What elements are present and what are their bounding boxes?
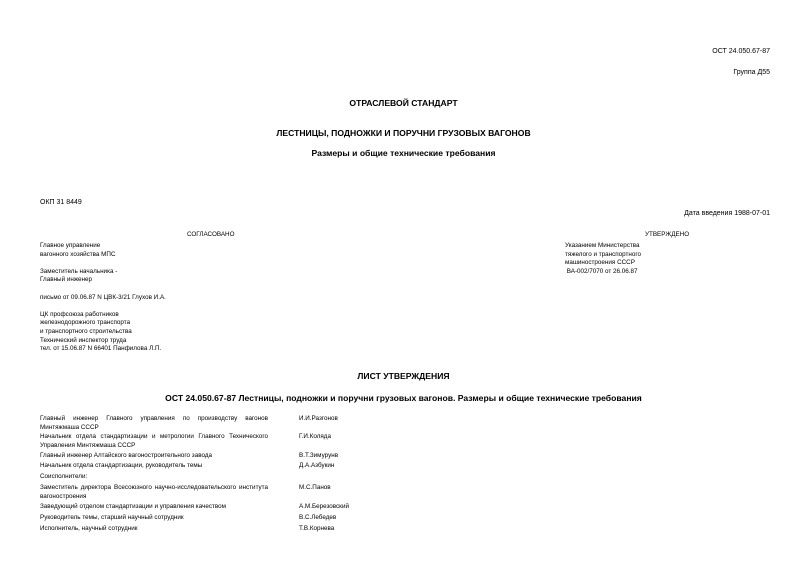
approval-sheet-heading: ЛИСТ УТВЕРЖДЕНИЯ [357,371,450,381]
effective-date: Дата введения 1988-07-01 [684,210,770,217]
approval-name: В.С.Лебедев [299,514,337,521]
approval-role: Начальник отдела стандартизации и метрологии Главного Технического Управления Минтяжмаша СССР [40,433,268,449]
agreed-line: Заместитель начальника - [40,267,118,275]
approved-line: ВА-002/7070 от 26.06.87 [565,267,638,275]
spacer [40,302,166,311]
approval-role: Руководитель темы, старший научный сотрудник [40,514,184,521]
approval-name: А.М.Березовский [299,503,349,510]
agreed-line: Главный инженер [40,276,93,284]
approved-line: Указанием Министерства [565,242,640,249]
group-code: Группа Д55 [733,69,770,76]
approved-block [565,242,641,276]
approved-heading: УТВЕРЖДЕНО [645,231,690,238]
agreed-line: тел. от 15.06.87 N 66401 Панфилова Л.П. [40,345,162,353]
approved-line: тяжелого и транспортного [565,250,642,258]
okp-code: ОКП 31 8449 [40,199,82,206]
approved-line: машиностроения СССР [565,259,635,267]
approval-name: Г.И.Коляда [299,433,331,440]
document-code: ОСТ 24.050.67-87 [712,48,770,55]
approval-role: Главный инженер Главного управления по производству вагонов Минтяжмаша СССР [40,415,268,431]
approval-role: Главный инженер Алтайского вагоностроительного завода [40,452,213,459]
approval-name: В.Т.Зимурунв [299,452,339,459]
agreed-block [40,242,166,354]
approval-role: Начальник отдела стандартизации, руководитель темы [40,462,203,469]
agreed-heading: СОГЛАСОВАНО [187,231,235,238]
approval-role: Заместитель директора Всесоюзного научно-исследовательского института вагоностроения [40,484,268,500]
approval-name: И.И.Разгонов [299,415,338,422]
approval-role: Заведующий отделом стандартизации и управления качеством [40,503,226,510]
agreed-line: ЦК профсоюза работников [40,310,119,318]
standard-type-title: ОТРАСЛЕВОЙ СТАНДАРТ [349,98,458,108]
agreed-line: вагонного хозяйства МПС [40,250,116,258]
approval-name: М.С.Панов [299,484,331,491]
spacer [40,259,166,268]
agreed-line: Технический инспектор труда [40,336,127,344]
agreed-line: письмо от 09.06.87 N ЦВК-3/21 Глухов И.А. [40,293,166,301]
agreed-line: железнодорожного транспорта [40,319,131,327]
subtitle: Размеры и общие технические требования [311,148,496,158]
main-title: ЛЕСТНИЦЫ, ПОДНОЖКИ И ПОРУЧНИ ГРУЗОВЫХ ВАГОНОВ [276,128,531,138]
approval-name: Д.А.Азбукин [299,462,335,469]
approval-name: Т.В.Корнева [299,525,335,532]
approval-role: Исполнитель, научный сотрудник [40,525,138,532]
approval-sheet-document: ОСТ 24.050.67-87 Лестницы, подножки и поручни грузовых вагонов. Размеры и общие технические требования [165,393,642,403]
agreed-line: Главное управление [40,242,101,249]
agreed-line: и транспортного строительства [40,327,132,335]
approval-role: Соисполнители: [40,473,88,480]
spacer [40,285,166,294]
